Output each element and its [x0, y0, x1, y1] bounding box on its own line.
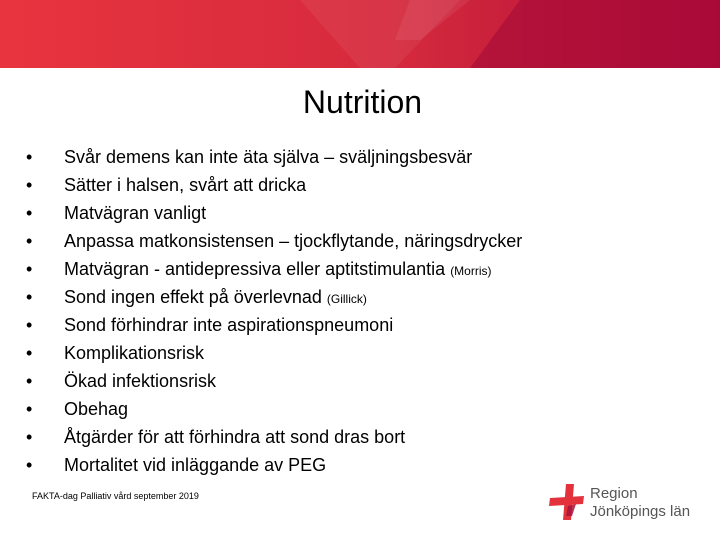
bullet-dot: •: [26, 315, 33, 335]
bullet-item: [26, 172, 522, 200]
bullet-item: [26, 284, 522, 312]
bullet-dot: •: [26, 399, 33, 419]
bullet-dot: •: [26, 203, 33, 223]
bullet-dot: •: [26, 231, 33, 251]
bullet-text: Sond ingen effekt på överlevnad: [64, 287, 327, 307]
bullet-dot: •: [26, 175, 33, 195]
bullet-text: Ökad infektionsrisk: [64, 371, 217, 391]
bullet-list: [26, 144, 522, 480]
bullet-text: Komplikationsrisk: [64, 343, 205, 363]
bullet-reference: (Morris): [450, 264, 492, 278]
bullet-text: Matvägran vanligt: [64, 203, 207, 223]
bullet-reference: (Gillick): [326, 292, 367, 306]
bullet-dot: •: [26, 147, 33, 167]
region-logo: [548, 482, 698, 522]
bullet-item: [26, 452, 522, 480]
bullet-dot: •: [26, 455, 33, 475]
bullet-item: [26, 312, 522, 340]
footer-text: FAKTA-dag Palliativ vård september 2019: [32, 491, 199, 501]
bullet-text: Obehag: [64, 399, 129, 419]
header-banner: [0, 0, 720, 68]
bullet-item: [26, 368, 522, 396]
bullet-text: Anpassa matkonsistensen – tjockflytande, näringsdrycker: [64, 231, 523, 251]
bullet-item: [26, 256, 522, 284]
bullet-text: Åtgärder för att förhindra att sond dras bort: [64, 427, 406, 447]
logo-line-county: Jönköpings län: [590, 503, 691, 520]
bullet-item: [26, 396, 522, 424]
bullet-dot: •: [26, 371, 33, 391]
logo-line-region: Region: [590, 485, 638, 502]
bullet-dot: •: [26, 259, 33, 279]
bullet-item: [26, 200, 522, 228]
bullet-item: [26, 144, 522, 172]
bullet-item: [26, 340, 522, 368]
bullet-dot: •: [26, 343, 33, 363]
bullet-item: [26, 424, 522, 452]
bullet-text: Matvägran - antidepressiva eller aptitstimulantia: [64, 259, 451, 279]
bullet-dot: •: [26, 287, 33, 307]
bullet-text: Svår demens kan inte äta själva – sväljningsbesvär: [64, 147, 473, 167]
bullet-text: Sätter i halsen, svårt att dricka: [64, 175, 307, 195]
bullet-text: Sond förhindrar inte aspirationspneumoni: [64, 315, 394, 335]
slide-title: Nutrition: [302, 84, 423, 120]
red-cross-icon: [548, 482, 588, 522]
bullet-dot: •: [26, 427, 33, 447]
bullet-item: [26, 228, 522, 256]
bullet-text: Mortalitet vid inläggande av PEG: [64, 455, 327, 475]
